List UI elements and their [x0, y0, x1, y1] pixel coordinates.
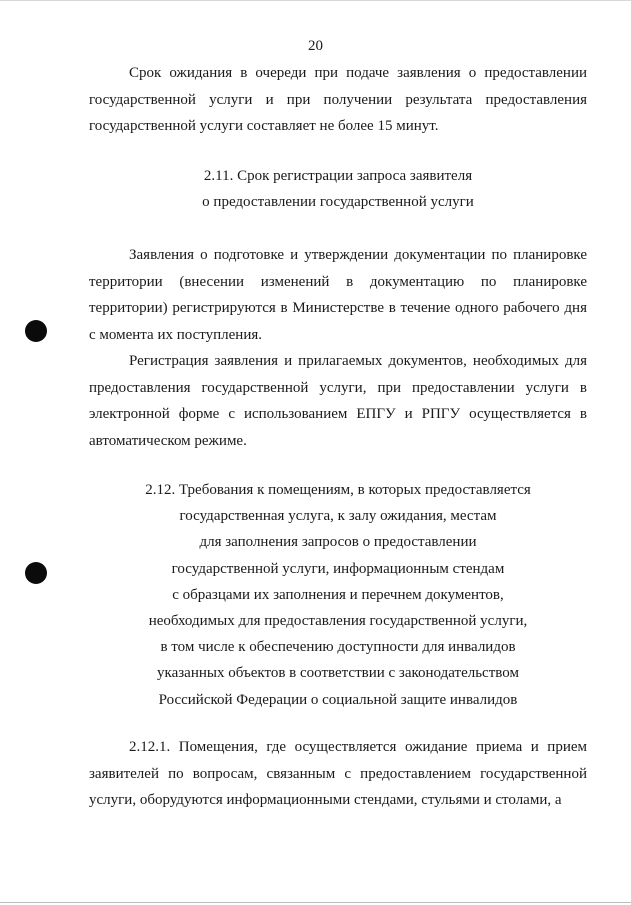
heading-2-12-line: для заполнения запросов о предоставлении [199, 534, 477, 551]
page-top-edge [0, 0, 631, 1]
page-number: 20 [308, 38, 323, 54]
heading-2-12-line: государственная услуга, к залу ожидания, местам [179, 508, 497, 525]
heading-2-11-line: 2.11. Срок регистрации запроса заявителя [203, 168, 473, 184]
binder-punch-hole-upper [25, 320, 47, 342]
heading-2-12-line: государственной услуги, информационным стендам [171, 560, 505, 577]
page-bottom-edge [0, 902, 631, 903]
paragraph-2-12-1: 2.12.1. Помещения, где осуществляется ожидание приема и прием заявителей по вопросам, связанным с предоставлением государственной услуги, оборудуются информационными стендами, стульями и столами, а [89, 739, 587, 809]
heading-2-12-line: необходимых для предоставления государственной услуги, [148, 613, 528, 630]
heading-2-12-line: указанных объектов в соответствии с законодательством [157, 665, 519, 682]
heading-2-12-line: 2.12. Требования к помещениям, в которых предоставляется [145, 482, 531, 498]
heading-2-12-line: Российской Федерации о социальной защите инвалидов [158, 691, 518, 708]
paragraph-wait-time: Срок ожидания в очереди при подаче заявления о предоставлении государственной услуги и при получении результата предоставления государственной услуги составляет не более 15 минут. [89, 65, 587, 135]
heading-2-11-line: о предоставлении государственной услуги [202, 194, 474, 211]
paragraph-registration-deadline: Заявления о подготовке и утверждении документации по планировке территории (внесении изменений в документацию по планировке территории) регистрируются в Министерстве в течение одного рабочего дня с момента их поступления. [89, 247, 587, 343]
heading-2-12-line: с образцами их заполнения и перечнем документов, [172, 586, 504, 603]
heading-2-12 [60, 477, 616, 713]
heading-2-12-line: в том числе к обеспечению доступности для инвалидов [160, 639, 516, 656]
paragraph-electronic-registration: Регистрация заявления и прилагаемых документов, необходимых для предоставления государственной услуги, при предоставлении услуги в электронной форме с использованием ЕПГУ и РПГУ осуществляется в автоматическом режиме. [89, 353, 587, 449]
heading-2-11 [60, 163, 616, 215]
binder-punch-hole-lower [25, 562, 47, 584]
